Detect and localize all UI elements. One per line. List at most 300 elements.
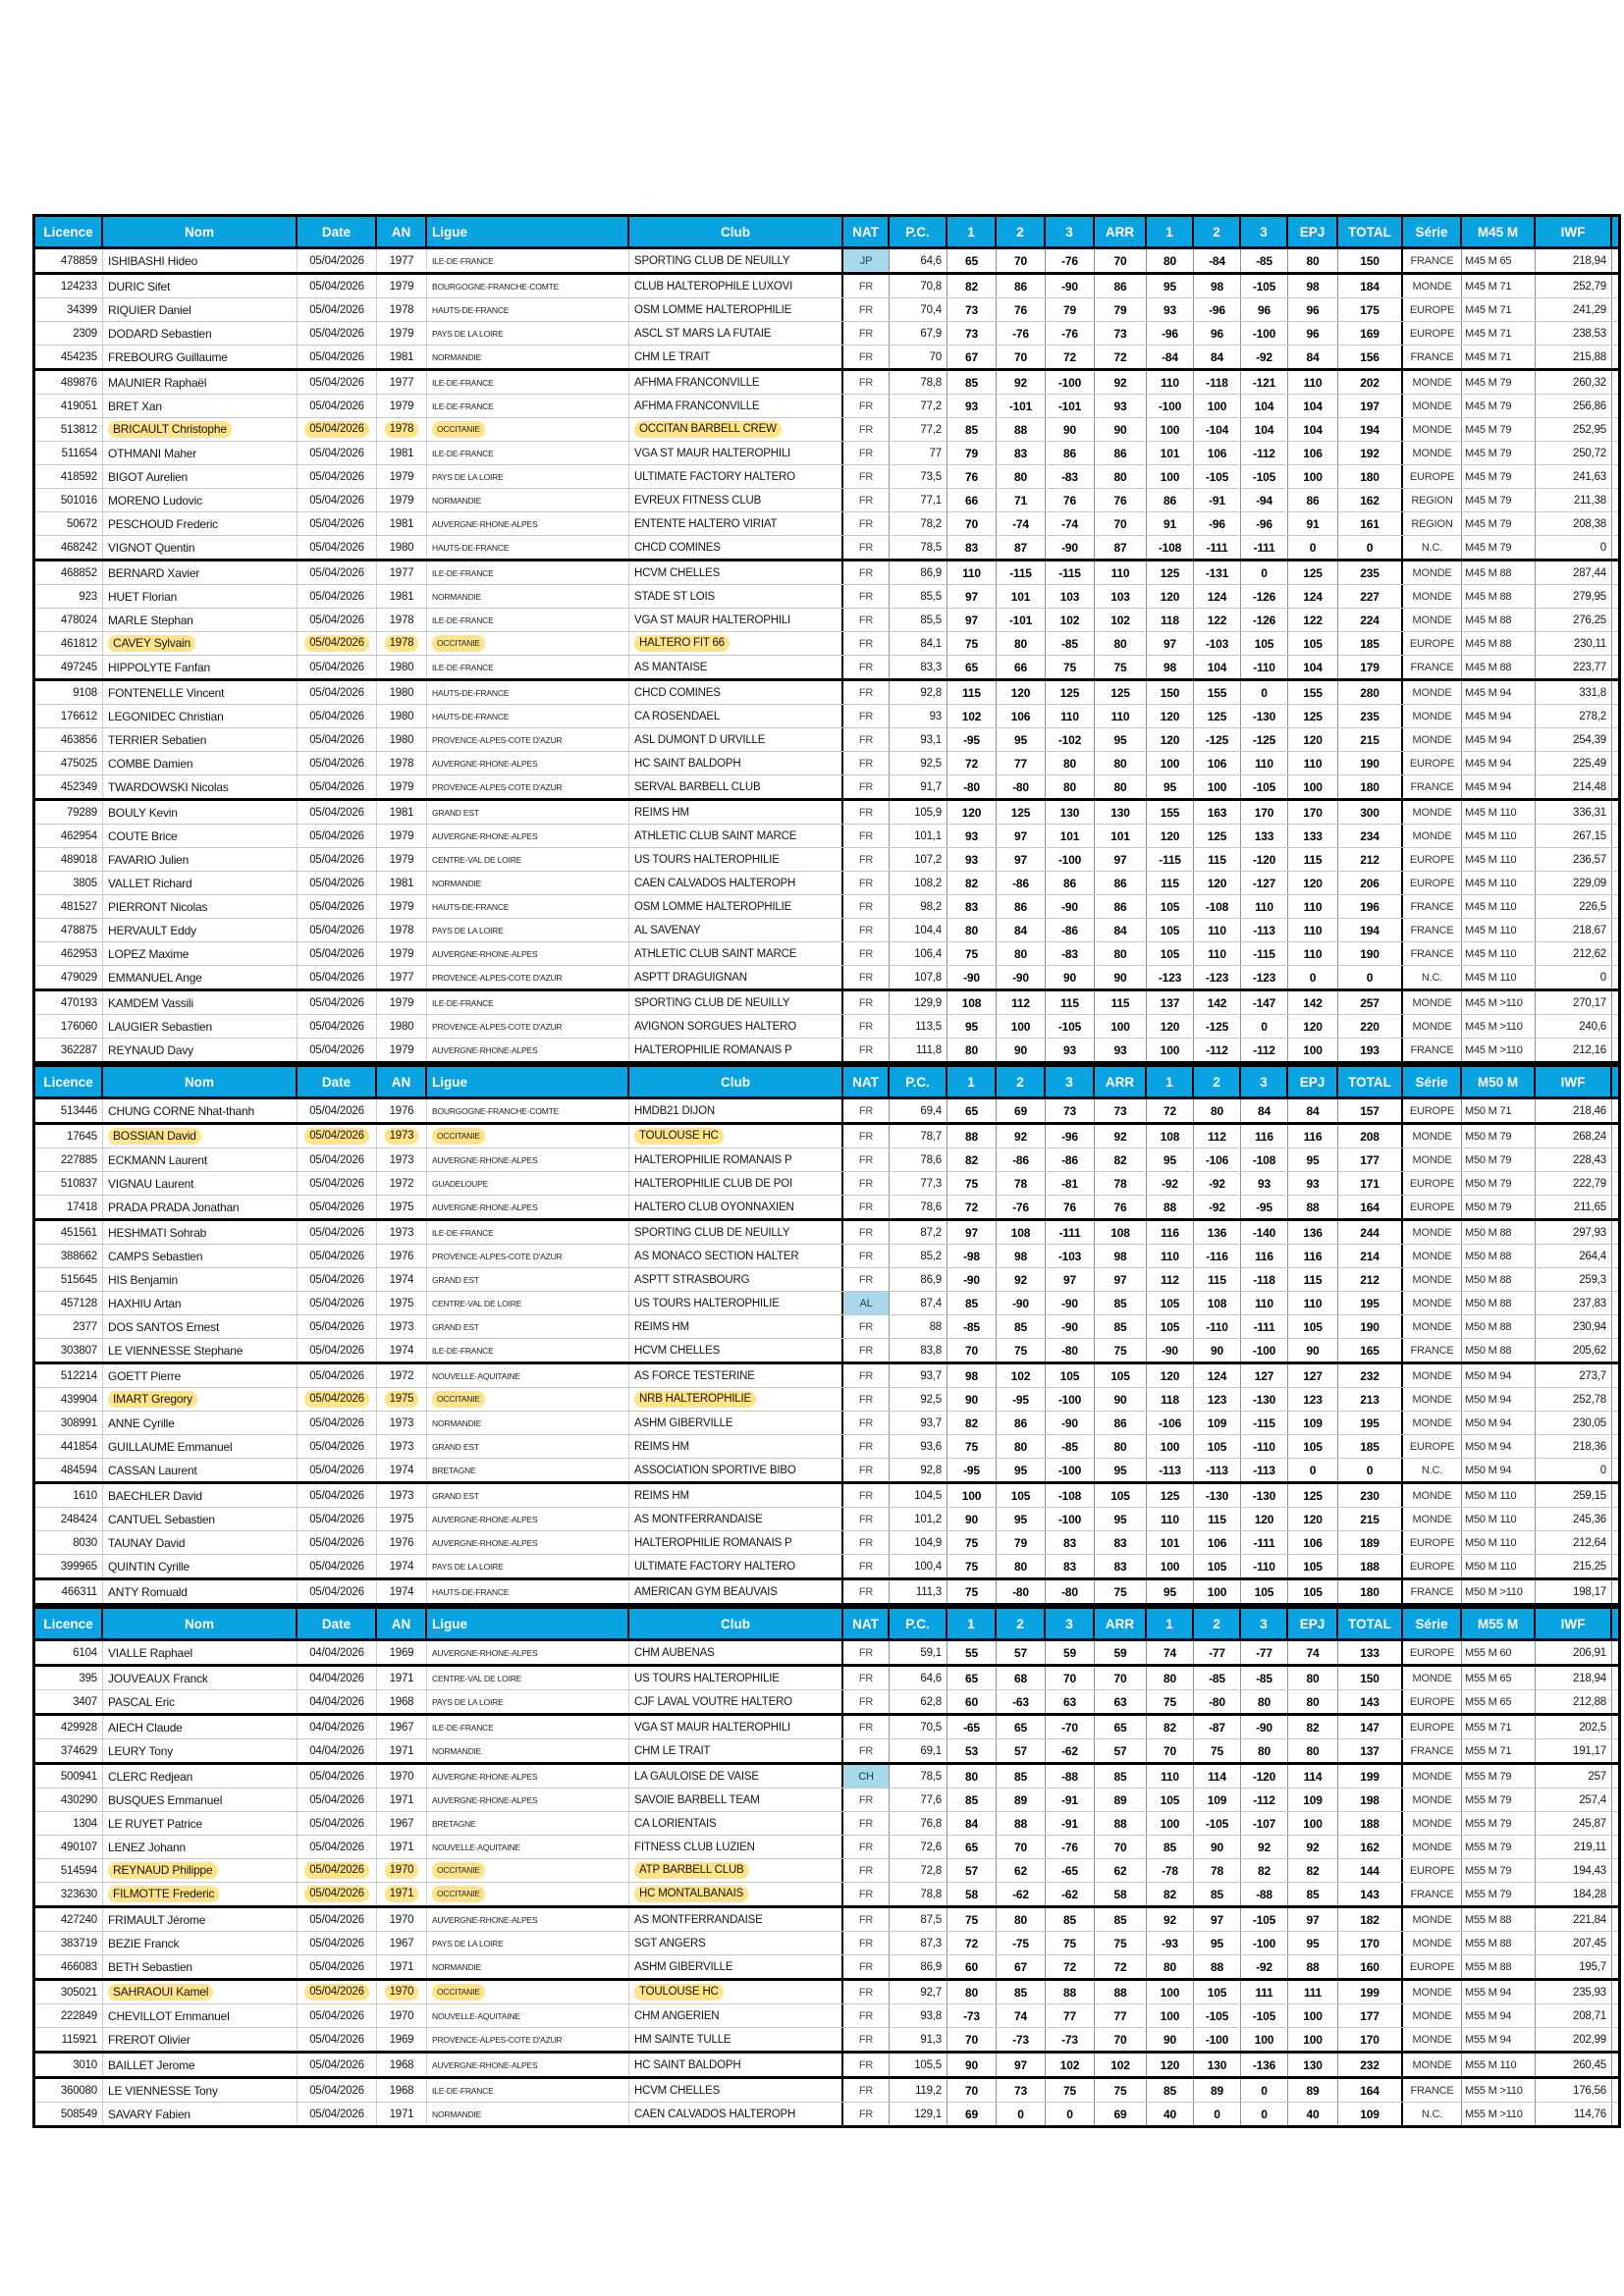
cell-snatch-2: 100 <box>997 1015 1046 1038</box>
cell-cj-best: 100 <box>1288 775 1338 798</box>
cell-snatch-1: 72 <box>947 752 997 774</box>
cell-nat: FR <box>843 825 890 847</box>
cell-cj-2: 110 <box>1194 919 1241 941</box>
cell-nom: FONTENELLE Vincent <box>103 681 298 704</box>
cell-cj-best: 136 <box>1288 1221 1338 1244</box>
cell-cj-best: 111 <box>1288 1981 1338 2003</box>
cell-total: 195 <box>1338 1412 1403 1434</box>
cell-snatch-1: -98 <box>947 1245 997 1267</box>
cell-snatch-2: 0 <box>997 2103 1046 2125</box>
cell-cj-best: 80 <box>1288 249 1338 272</box>
cell-cj-1: 100 <box>1147 1435 1194 1458</box>
cell-snatch-best: 102 <box>1095 2054 1147 2076</box>
cell-cj-2: 124 <box>1194 585 1241 608</box>
cell-category: M45 M 94 <box>1462 681 1536 704</box>
cell-snatch-1: 65 <box>947 249 997 272</box>
cell-date: 05/04/2026 <box>298 1148 377 1171</box>
cell-snatch-2: 87 <box>997 536 1046 559</box>
cell-cj-2: 105 <box>1194 1555 1241 1577</box>
cell-snatch-1: 65 <box>947 1667 997 1689</box>
cell-snatch-best: 125 <box>1095 681 1147 704</box>
cell-cj-best: 115 <box>1288 848 1338 871</box>
cell-serie: EUROPE <box>1403 1641 1462 1664</box>
cell-ligue: ILE-DE-FRANCE <box>427 656 629 678</box>
cell-an: 1975 <box>377 1508 427 1530</box>
table-row <box>35 1484 1618 1508</box>
cell-serie: MONDE <box>1403 1268 1462 1291</box>
cell-snatch-1: 95 <box>947 1015 997 1038</box>
cell-nat: FR <box>843 1364 890 1387</box>
cell-ligue: AUVERGNE-RHONE-ALPES <box>427 512 629 535</box>
cell-licence: 1610 <box>35 1484 103 1507</box>
cell-serie: EUROPE <box>1403 1531 1462 1554</box>
cell-cj-3: 104 <box>1241 418 1288 441</box>
cell-snatch-2: -86 <box>997 1148 1046 1171</box>
header-nom: Nom <box>103 1067 298 1096</box>
cell-serie: MONDE <box>1403 1315 1462 1338</box>
cell-date: 05/04/2026 <box>298 705 377 727</box>
cell-snatch-best: 76 <box>1095 489 1147 511</box>
cell-serie: MONDE <box>1403 1508 1462 1530</box>
table-row <box>35 275 1618 298</box>
cell-snatch-best: 70 <box>1095 249 1147 272</box>
cell-nat: FR <box>843 465 890 488</box>
cell-cj-1: 137 <box>1147 991 1194 1014</box>
cell-date: 05/04/2026 <box>298 1580 377 1603</box>
cell-category: M45 M 88 <box>1462 585 1536 608</box>
cell-ligue: HAUTS-DE-FRANCE <box>427 1580 629 1603</box>
cell-licence: 360080 <box>35 2079 103 2102</box>
cell-cj-best: 85 <box>1288 1883 1338 1905</box>
cell-ligue: NORMANDIE <box>427 585 629 608</box>
highlight-mark: NRB HALTEROPHILIE <box>634 1391 756 1408</box>
cell-nat: FR <box>843 322 890 345</box>
cell-iwf: 279,95 <box>1536 585 1612 608</box>
cell-cj-3: -88 <box>1241 1883 1288 1905</box>
cell-cj-3: 0 <box>1241 2103 1288 2125</box>
cell-ligue: ILE-DE-FRANCE <box>427 991 629 1014</box>
cell-category: M45 M 65 <box>1462 249 1536 272</box>
cell-total: 214 <box>1338 1245 1403 1267</box>
cell-snatch-2: 79 <box>997 1531 1046 1554</box>
cell-snatch-best: 80 <box>1095 775 1147 798</box>
cell-pc: 85,2 <box>890 1245 947 1267</box>
cell-cj-3: -105 <box>1241 465 1288 488</box>
cell-serie: EUROPE <box>1403 1690 1462 1713</box>
cell-nom: LEURY Tony <box>103 1739 298 1762</box>
highlight-mark: OCCITANIE <box>432 1391 485 1408</box>
cell-licence: 475025 <box>35 752 103 774</box>
cell-date: 05/04/2026 <box>298 895 377 918</box>
cell-snatch-3: 102 <box>1046 2054 1095 2076</box>
cell-date: 05/04/2026 <box>298 848 377 871</box>
cell-nom: CANTUEL Sebastien <box>103 1508 298 1530</box>
cell-snatch-3: 75 <box>1046 2079 1095 2102</box>
cell-nom: AIECH Claude <box>103 1716 298 1738</box>
cell-club: ASPTT DRAGUIGNAN <box>629 966 843 988</box>
header-ligue: Ligue <box>427 1067 629 1096</box>
cell-ligue <box>427 1883 629 1905</box>
cell-an: 1967 <box>377 1812 427 1835</box>
cell-club: ULTIMATE FACTORY HALTERO <box>629 465 843 488</box>
cell-ligue: NOUVELLE-AQUITAINE <box>427 1836 629 1858</box>
cell-licence: 303807 <box>35 1339 103 1362</box>
cell-iwf: 212,88 <box>1536 1690 1612 1713</box>
cell-cj-3: -136 <box>1241 2054 1288 2076</box>
cell-club: ASHM GIBERVILLE <box>629 1412 843 1434</box>
cell-cj-1: -113 <box>1147 1459 1194 1481</box>
cell-category: M50 M 71 <box>1462 1099 1536 1122</box>
cell-licence: 419051 <box>35 395 103 417</box>
cell-category: M55 M 79 <box>1462 1859 1536 1882</box>
cell-ligue: NORMANDIE <box>427 346 629 368</box>
cell-ligue: HAUTS-DE-FRANCE <box>427 705 629 727</box>
cell-serie: MONDE <box>1403 991 1462 1014</box>
header-pc: P.C. <box>890 1609 947 1638</box>
highlight-mark: 1970 <box>385 1984 419 2001</box>
cell-nat: JP <box>843 249 890 272</box>
cell-cj-2: -87 <box>1194 1716 1241 1738</box>
cell-total: 234 <box>1338 825 1403 847</box>
cell-nom: BRET Xan <box>103 395 298 417</box>
cell-ligue: ILE-DE-FRANCE <box>427 609 629 631</box>
cell-total: 244 <box>1338 1221 1403 1244</box>
cell-cj-2: 136 <box>1194 1221 1241 1244</box>
cell-pc: 91,3 <box>890 2028 947 2051</box>
cell-snatch-2: -90 <box>997 966 1046 988</box>
cell-cj-1: 118 <box>1147 609 1194 631</box>
cell-category: M45 M 94 <box>1462 752 1536 774</box>
cell-licence: 514594 <box>35 1859 103 1882</box>
cell-an: 1977 <box>377 561 427 584</box>
cell-snatch-3: -85 <box>1046 632 1095 655</box>
cell-an: 1967 <box>377 1932 427 1954</box>
cell-snatch-1: 82 <box>947 872 997 894</box>
highlight-mark: 1975 <box>385 1391 419 1408</box>
cell-pc: 70,5 <box>890 1716 947 1738</box>
cell-date: 05/04/2026 <box>298 275 377 297</box>
cell-cj-best: 95 <box>1288 1932 1338 1954</box>
cell-cj-1: 105 <box>1147 895 1194 918</box>
cell-snatch-2: 67 <box>997 1955 1046 1978</box>
cell-serie: EUROPE <box>1403 465 1462 488</box>
cell-cj-2: -84 <box>1194 249 1241 272</box>
cell-category: M45 M 94 <box>1462 705 1536 727</box>
highlight-mark: TOULOUSE HC <box>634 1984 724 2001</box>
cell-club: HM SAINTE TULLE <box>629 2028 843 2051</box>
cell-licence: 34399 <box>35 298 103 321</box>
cell-iwf: 245,87 <box>1536 1812 1612 1835</box>
cell-snatch-1: 93 <box>947 395 997 417</box>
cell-nom: TERRIER Sebatien <box>103 728 298 751</box>
cell-nom: BAECHLER David <box>103 1484 298 1507</box>
cell-nom: FAVARIO Julien <box>103 848 298 871</box>
cell-cj-1: 120 <box>1147 2054 1194 2076</box>
cell-cj-2: 108 <box>1194 1292 1241 1314</box>
cell-snatch-2: -95 <box>997 1388 1046 1411</box>
cell-category: M55 M 79 <box>1462 1836 1536 1858</box>
cell-pc: 77 <box>890 442 947 464</box>
cell-cj-best: 100 <box>1288 1039 1338 1061</box>
cell-an: 1975 <box>377 1292 427 1314</box>
cell-category: M55 M 94 <box>1462 2028 1536 2051</box>
cell-snatch-2: -75 <box>997 1932 1046 1954</box>
header-category: M55 M <box>1462 1609 1536 1638</box>
cell-cj-3: 116 <box>1241 1245 1288 1267</box>
cell-snatch-1: 93 <box>947 825 997 847</box>
cell-cj-3: -126 <box>1241 609 1288 631</box>
cell-licence: 124233 <box>35 275 103 297</box>
cell-ligue: GRAND EST <box>427 1268 629 1291</box>
cell-snatch-1: 97 <box>947 585 997 608</box>
cell-club: ASSOCIATION SPORTIVE BIBO <box>629 1459 843 1481</box>
cell-total: 175 <box>1338 298 1403 321</box>
cell-snatch-best: 88 <box>1095 1812 1147 1835</box>
cell-snatch-1: 115 <box>947 681 997 704</box>
cell-category: M55 M 71 <box>1462 1716 1536 1738</box>
cell-licence: 513446 <box>35 1099 103 1122</box>
cell-iwf: 336,31 <box>1536 801 1612 824</box>
cell-nom: HIPPOLYTE Fanfan <box>103 656 298 678</box>
cell-snatch-1: 108 <box>947 991 997 1014</box>
cell-nat: FR <box>843 2028 890 2051</box>
cell-nat: FR <box>843 1690 890 1713</box>
cell-pc: 93,8 <box>890 2004 947 2027</box>
cell-cj-2: 88 <box>1194 1955 1241 1978</box>
cell-date: 05/04/2026 <box>298 395 377 417</box>
cell-ligue <box>427 632 629 655</box>
cell-category: M45 M 79 <box>1462 465 1536 488</box>
cell-club: VGA ST MAUR HALTEROPHILI <box>629 609 843 631</box>
cell-category: M50 M 88 <box>1462 1292 1536 1314</box>
cell-iwf: 206,91 <box>1536 1641 1612 1664</box>
cell-cj-1: 91 <box>1147 512 1194 535</box>
cell-an: 1971 <box>377 1739 427 1762</box>
cell-club: STADE ST LOIS <box>629 585 843 608</box>
cell-date: 05/04/2026 <box>298 1172 377 1195</box>
cell-category: M45 M 71 <box>1462 275 1536 297</box>
cell-licence: 484594 <box>35 1459 103 1481</box>
cell-date: 05/04/2026 <box>298 536 377 559</box>
cell-pc: 67,9 <box>890 322 947 345</box>
cell-total: 0 <box>1338 966 1403 988</box>
cell-club: OSM LOMME HALTEROPHILIE <box>629 895 843 918</box>
cell-total: 177 <box>1338 1148 1403 1171</box>
cell-ligue: NORMANDIE <box>427 1955 629 1978</box>
cell-snatch-2: 95 <box>997 1459 1046 1481</box>
cell-ligue: BRETAGNE <box>427 1812 629 1835</box>
cell-cj-2: 112 <box>1194 1125 1241 1148</box>
cell-licence: 470193 <box>35 991 103 1014</box>
cell-date: 05/04/2026 <box>298 1812 377 1835</box>
cell-licence: 512214 <box>35 1364 103 1387</box>
highlight-mark: 1973 <box>385 1128 419 1145</box>
cell-pc: 107,8 <box>890 966 947 988</box>
cell-club: US TOURS HALTEROPHILIE <box>629 1292 843 1314</box>
cell-serie: EUROPE <box>1403 1716 1462 1738</box>
cell-pc: 92,8 <box>890 681 947 704</box>
highlight-mark: 05/04/2026 <box>304 421 369 438</box>
cell-snatch-best: 97 <box>1095 1268 1147 1291</box>
cell-nom: DOS SANTOS Ernest <box>103 1315 298 1338</box>
highlight-mark: 1978 <box>385 635 419 652</box>
cell-pc: 64,6 <box>890 249 947 272</box>
cell-club: AS MONTFERRANDAISE <box>629 1908 843 1931</box>
table-header-row <box>35 1606 1618 1641</box>
cell-nat: FR <box>843 752 890 774</box>
cell-total: 300 <box>1338 801 1403 824</box>
cell-snatch-1: 75 <box>947 1908 997 1931</box>
cell-licence: 399965 <box>35 1555 103 1577</box>
cell-cj-3: -85 <box>1241 249 1288 272</box>
cell-snatch-best: 88 <box>1095 1981 1147 2003</box>
cell-cj-best: 122 <box>1288 609 1338 631</box>
cell-nat: FR <box>843 775 890 798</box>
cell-nat: FR <box>843 1172 890 1195</box>
table-row <box>35 1459 1618 1484</box>
cell-an: 1976 <box>377 1531 427 1554</box>
cell-club: ULTIMATE FACTORY HALTERO <box>629 1555 843 1577</box>
table-row <box>35 512 1618 536</box>
highlight-mark: BRICAULT Christophe <box>108 421 232 438</box>
cell-snatch-2: 106 <box>997 705 1046 727</box>
cell-serie: N.C. <box>1403 536 1462 559</box>
cell-iwf: 223,77 <box>1536 656 1612 678</box>
cell-licence: 3805 <box>35 872 103 894</box>
cell-an: 1973 <box>377 1148 427 1171</box>
cell-total: 162 <box>1338 489 1403 511</box>
cell-club: HALTEROPHILIE CLUB DE POI <box>629 1172 843 1195</box>
cell-cj-best: 142 <box>1288 991 1338 1014</box>
table-row <box>35 1039 1618 1064</box>
cell-total: 193 <box>1338 1039 1403 1061</box>
cell-licence: 466311 <box>35 1580 103 1603</box>
cell-nat: FR <box>843 1459 890 1481</box>
cell-cj-best: 109 <box>1288 1412 1338 1434</box>
cell-nat: FR <box>843 1716 890 1738</box>
cell-cj-best: 89 <box>1288 2079 1338 2102</box>
cell-date: 05/04/2026 <box>298 609 377 631</box>
cell-cj-2: 114 <box>1194 1765 1241 1788</box>
cell-club: LA GAULOISE DE VAISE <box>629 1765 843 1788</box>
cell-licence: 227885 <box>35 1148 103 1171</box>
cell-serie: FRANCE <box>1403 1039 1462 1061</box>
cell-snatch-2: 76 <box>997 298 1046 321</box>
cell-an: 1979 <box>377 942 427 965</box>
cell-cj-2: 109 <box>1194 1789 1241 1811</box>
cell-ligue: AUVERGNE-RHONE-ALPES <box>427 1196 629 1218</box>
cell-cj-3: -112 <box>1241 1789 1288 1811</box>
cell-snatch-3: -73 <box>1046 2028 1095 2051</box>
cell-serie: MONDE <box>1403 1981 1462 2003</box>
cell-nom: JOUVEAUX Franck <box>103 1667 298 1689</box>
cell-cj-3: 105 <box>1241 1580 1288 1603</box>
cell-cj-best: 100 <box>1288 2028 1338 2051</box>
cell-snatch-3: 93 <box>1046 1039 1095 1061</box>
cell-date <box>298 632 377 655</box>
cell-cj-best: 105 <box>1288 1555 1338 1577</box>
cell-nat: FR <box>843 1315 890 1338</box>
cell-nom: HUET Florian <box>103 585 298 608</box>
cell-snatch-best: 93 <box>1095 1039 1147 1061</box>
header-snatch-1: 1 <box>947 1067 997 1096</box>
cell-pc: 93,7 <box>890 1412 947 1434</box>
cell-pc: 78,8 <box>890 371 947 394</box>
cell-cj-3: 105 <box>1241 632 1288 655</box>
cell-category: M45 M 88 <box>1462 609 1536 631</box>
cell-nat: CH <box>843 1765 890 1788</box>
cell-snatch-3: -65 <box>1046 1859 1095 1882</box>
cell-ligue: PAYS DE LA LOIRE <box>427 1555 629 1577</box>
cell-cj-1: 100 <box>1147 1039 1194 1061</box>
cell-licence: 323630 <box>35 1883 103 1905</box>
cell-snatch-1: 75 <box>947 632 997 655</box>
cell-pc: 104,5 <box>890 1484 947 1507</box>
cell-pc: 77,6 <box>890 1789 947 1811</box>
cell-cj-best: 105 <box>1288 1435 1338 1458</box>
cell-cj-best: 120 <box>1288 872 1338 894</box>
cell-nat: FR <box>843 1883 890 1905</box>
cell-nom <box>103 1883 298 1905</box>
cell-snatch-3: -91 <box>1046 1812 1095 1835</box>
cell-club: SERVAL BARBELL CLUB <box>629 775 843 798</box>
header-an: AN <box>377 217 427 246</box>
cell-total: 170 <box>1338 1932 1403 1954</box>
cell-club: AL SAVENAY <box>629 919 843 941</box>
cell-nat: AL <box>843 1292 890 1314</box>
cell-snatch-1: 58 <box>947 1883 997 1905</box>
cell-date <box>298 1883 377 1905</box>
cell-cj-1: 105 <box>1147 1789 1194 1811</box>
cell-snatch-2: -73 <box>997 2028 1046 2051</box>
cell-snatch-1: 102 <box>947 705 997 727</box>
cell-pc: 87,2 <box>890 1221 947 1244</box>
cell-serie: EUROPE <box>1403 848 1462 871</box>
cell-ligue: CENTRE-VAL DE LOIRE <box>427 1667 629 1689</box>
cell-total: 192 <box>1338 442 1403 464</box>
cell-licence: 501016 <box>35 489 103 511</box>
cell-cj-2: 100 <box>1194 775 1241 798</box>
cell-nom: ISHIBASHI Hideo <box>103 249 298 272</box>
cell-category: M50 M 94 <box>1462 1364 1536 1387</box>
cell-total: 170 <box>1338 2028 1403 2051</box>
header-date: Date <box>298 217 377 246</box>
cell-snatch-best: 86 <box>1095 895 1147 918</box>
cell-total: 189 <box>1338 1531 1403 1554</box>
cell-nom: RIQUIER Daniel <box>103 298 298 321</box>
cell-snatch-2: 97 <box>997 2054 1046 2076</box>
cell-date: 05/04/2026 <box>298 1531 377 1554</box>
cell-snatch-2: 62 <box>997 1859 1046 1882</box>
highlight-mark: OCCITANIE <box>432 1886 485 1902</box>
cell-snatch-3: 0 <box>1046 2103 1095 2125</box>
cell-cj-1: 108 <box>1147 1125 1194 1148</box>
cell-cj-1: 85 <box>1147 2079 1194 2102</box>
header-snatch-2: 2 <box>997 217 1046 246</box>
cell-pc: 70,8 <box>890 275 947 297</box>
cell-category: M50 M >110 <box>1462 1580 1536 1603</box>
cell-ligue <box>427 418 629 441</box>
cell-nat: FR <box>843 991 890 1014</box>
cell-snatch-3: 76 <box>1046 1196 1095 1218</box>
cell-licence: 508549 <box>35 2103 103 2125</box>
cell-nat: FR <box>843 418 890 441</box>
cell-serie: FRANCE <box>1403 1580 1462 1603</box>
cell-iwf: 0 <box>1536 966 1612 988</box>
header-nat: NAT <box>843 1067 890 1096</box>
cell-snatch-3: 97 <box>1046 1268 1095 1291</box>
cell-an: 1971 <box>377 1789 427 1811</box>
